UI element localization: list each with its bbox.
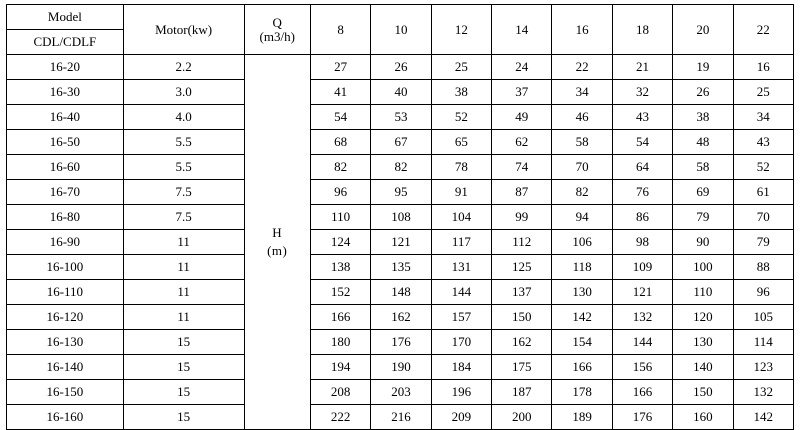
cell-model: 16-20 — [7, 55, 124, 80]
cell-head-value: 58 — [673, 155, 733, 180]
cell-head-value: 82 — [310, 155, 370, 180]
cell-head-value: 88 — [733, 255, 793, 280]
cell-head-value: 41 — [310, 80, 370, 105]
cell-motor: 11 — [123, 305, 244, 330]
table-row — [7, 255, 794, 280]
cell-model: 16-100 — [7, 255, 124, 280]
cell-model: 16-160 — [7, 405, 124, 430]
table-row — [7, 130, 794, 155]
cell-head-value: 105 — [733, 305, 793, 330]
cell-head-value: 184 — [431, 355, 491, 380]
cell-head-value: 32 — [612, 80, 672, 105]
cell-head-value: 104 — [431, 205, 491, 230]
cell-head-value: 21 — [612, 55, 672, 80]
cell-head-value: 117 — [431, 230, 491, 255]
cell-model: 16-80 — [7, 205, 124, 230]
cell-head-value: 216 — [371, 405, 431, 430]
cell-head-value: 99 — [492, 205, 552, 230]
cell-head-value: 121 — [612, 280, 672, 305]
cell-head-value: 144 — [431, 280, 491, 305]
table-row — [7, 155, 794, 180]
cell-head-value: 176 — [371, 330, 431, 355]
cell-head-value: 69 — [673, 180, 733, 205]
cell-head-value: 189 — [552, 405, 612, 430]
cell-head-value: 203 — [371, 380, 431, 405]
header-motor: Motor(kw) — [123, 5, 244, 55]
cell-motor: 11 — [123, 280, 244, 305]
cell-head-value: 91 — [431, 180, 491, 205]
header-flow-q-symbol: Q — [272, 14, 282, 30]
table-row — [7, 180, 794, 205]
cell-head-value: 194 — [310, 355, 370, 380]
cell-head-value: 90 — [673, 230, 733, 255]
cell-motor: 7.5 — [123, 180, 244, 205]
cell-head-value: 114 — [733, 330, 793, 355]
cell-model: 16-50 — [7, 130, 124, 155]
cell-head-value: 96 — [733, 280, 793, 305]
cell-model: 16-90 — [7, 230, 124, 255]
cell-head-value: 79 — [673, 205, 733, 230]
cell-head-value: 170 — [431, 330, 491, 355]
cell-head-value: 34 — [733, 105, 793, 130]
cell-head-value: 110 — [673, 280, 733, 305]
cell-model: 16-140 — [7, 355, 124, 380]
cell-head-value: 94 — [552, 205, 612, 230]
cell-head-value: 150 — [492, 305, 552, 330]
cell-motor: 15 — [123, 380, 244, 405]
cell-head-value: 166 — [552, 355, 612, 380]
table-row — [7, 230, 794, 255]
cell-head-value: 106 — [552, 230, 612, 255]
table-row — [7, 205, 794, 230]
cell-motor: 15 — [123, 405, 244, 430]
cell-head-value: 140 — [673, 355, 733, 380]
cell-head-value: 208 — [310, 380, 370, 405]
cell-head-value: 46 — [552, 105, 612, 130]
cell-head-value: 154 — [552, 330, 612, 355]
cell-head-value: 162 — [371, 305, 431, 330]
table-row — [7, 355, 794, 380]
cell-head-value: 52 — [431, 105, 491, 130]
cell-head-value: 118 — [552, 255, 612, 280]
header-flow-8: 8 — [310, 5, 370, 55]
cell-head-value: 222 — [310, 405, 370, 430]
header-flow-q-unit: (m3/h) — [259, 28, 295, 44]
cell-head-value: 64 — [612, 155, 672, 180]
table-row — [7, 55, 794, 80]
cell-head-value: 108 — [371, 205, 431, 230]
cell-head-value: 131 — [431, 255, 491, 280]
cell-model: 16-150 — [7, 380, 124, 405]
cell-motor: 15 — [123, 355, 244, 380]
table-row — [7, 330, 794, 355]
cell-head-value: 152 — [310, 280, 370, 305]
cell-motor: 5.5 — [123, 155, 244, 180]
header-flow-14: 14 — [492, 5, 552, 55]
cell-head-value: 166 — [612, 380, 672, 405]
cell-head-value: 142 — [552, 305, 612, 330]
cell-head-value: 67 — [371, 130, 431, 155]
cell-model: 16-40 — [7, 105, 124, 130]
cell-head-value: 53 — [371, 105, 431, 130]
cell-motor: 15 — [123, 330, 244, 355]
cell-head-value: 19 — [673, 55, 733, 80]
cell-head-value: 86 — [612, 205, 672, 230]
cell-head-value: 87 — [492, 180, 552, 205]
cell-head-value: 74 — [492, 155, 552, 180]
cell-motor: 2.2 — [123, 55, 244, 80]
cell-head-value: 162 — [492, 330, 552, 355]
cell-head-value: 176 — [612, 405, 672, 430]
cell-head-value: 144 — [612, 330, 672, 355]
cell-head-value: 112 — [492, 230, 552, 255]
cell-model: 16-130 — [7, 330, 124, 355]
cell-head-value: 166 — [310, 305, 370, 330]
cell-head-value: 65 — [431, 130, 491, 155]
cell-head-value: 130 — [673, 330, 733, 355]
cell-head-value: 48 — [673, 130, 733, 155]
table-row — [7, 305, 794, 330]
header-flow-18: 18 — [612, 5, 672, 55]
cell-head-value: 130 — [552, 280, 612, 305]
cell-head-value: 157 — [431, 305, 491, 330]
head-unit: (m) — [267, 243, 288, 258]
cell-head-label — [244, 55, 310, 430]
cell-head-value: 138 — [310, 255, 370, 280]
header-flow-16: 16 — [552, 5, 612, 55]
cell-head-value: 175 — [492, 355, 552, 380]
table-row — [7, 380, 794, 405]
cell-head-value: 52 — [733, 155, 793, 180]
cell-head-value: 109 — [612, 255, 672, 280]
cell-head-value: 16 — [733, 55, 793, 80]
cell-head-value: 34 — [552, 80, 612, 105]
cell-head-value: 70 — [733, 205, 793, 230]
cell-head-value: 76 — [612, 180, 672, 205]
cell-head-value: 132 — [733, 380, 793, 405]
cell-head-value: 190 — [371, 355, 431, 380]
cell-head-value: 120 — [673, 305, 733, 330]
cell-head-value: 180 — [310, 330, 370, 355]
cell-head-value: 100 — [673, 255, 733, 280]
cell-head-value: 209 — [431, 405, 491, 430]
cell-head-value: 54 — [612, 130, 672, 155]
cell-head-value: 137 — [492, 280, 552, 305]
cell-motor: 5.5 — [123, 130, 244, 155]
cell-head-value: 178 — [552, 380, 612, 405]
cell-motor: 3.0 — [123, 80, 244, 105]
table-row — [7, 405, 794, 430]
cell-head-value: 200 — [492, 405, 552, 430]
cell-head-value: 26 — [673, 80, 733, 105]
cell-head-value: 142 — [733, 405, 793, 430]
cell-head-value: 27 — [310, 55, 370, 80]
cell-head-value: 135 — [371, 255, 431, 280]
cell-head-value: 148 — [371, 280, 431, 305]
header-flow-q — [244, 5, 310, 55]
pump-performance-table — [6, 4, 794, 430]
cell-head-value: 43 — [733, 130, 793, 155]
cell-head-value: 62 — [492, 130, 552, 155]
cell-head-value: 123 — [733, 355, 793, 380]
cell-head-value: 61 — [733, 180, 793, 205]
header-flow-20: 20 — [673, 5, 733, 55]
cell-head-value: 156 — [612, 355, 672, 380]
cell-motor: 4.0 — [123, 105, 244, 130]
cell-head-value: 78 — [431, 155, 491, 180]
cell-head-value: 110 — [310, 205, 370, 230]
cell-head-value: 49 — [492, 105, 552, 130]
cell-head-value: 96 — [310, 180, 370, 205]
cell-head-value: 187 — [492, 380, 552, 405]
cell-head-value: 196 — [431, 380, 491, 405]
cell-head-value: 79 — [733, 230, 793, 255]
cell-head-value: 68 — [310, 130, 370, 155]
cell-head-value: 37 — [492, 80, 552, 105]
header-flow-22: 22 — [733, 5, 793, 55]
table-row — [7, 105, 794, 130]
header-flow-10: 10 — [371, 5, 431, 55]
header-flow-12: 12 — [431, 5, 491, 55]
cell-head-value: 132 — [612, 305, 672, 330]
cell-head-value: 54 — [310, 105, 370, 130]
cell-head-value: 82 — [552, 180, 612, 205]
cell-head-value: 24 — [492, 55, 552, 80]
cell-head-value: 82 — [371, 155, 431, 180]
cell-head-value: 98 — [612, 230, 672, 255]
cell-model: 16-60 — [7, 155, 124, 180]
cell-head-value: 124 — [310, 230, 370, 255]
header-model-sub: CDL/CDLF — [7, 30, 124, 55]
cell-head-value: 26 — [371, 55, 431, 80]
cell-head-value: 38 — [673, 105, 733, 130]
cell-head-value: 43 — [612, 105, 672, 130]
cell-head-value: 38 — [431, 80, 491, 105]
cell-head-value: 25 — [733, 80, 793, 105]
cell-head-value: 150 — [673, 380, 733, 405]
table-header-row-1 — [7, 5, 794, 30]
cell-head-value: 58 — [552, 130, 612, 155]
head-symbol: H — [272, 225, 283, 241]
cell-head-value: 95 — [371, 180, 431, 205]
cell-head-value: 125 — [492, 255, 552, 280]
cell-head-value: 121 — [371, 230, 431, 255]
cell-model: 16-120 — [7, 305, 124, 330]
cell-head-value: 22 — [552, 55, 612, 80]
cell-head-value: 25 — [431, 55, 491, 80]
table-row — [7, 280, 794, 305]
cell-model: 16-70 — [7, 180, 124, 205]
cell-motor: 7.5 — [123, 205, 244, 230]
cell-head-value: 160 — [673, 405, 733, 430]
cell-head-value: 70 — [552, 155, 612, 180]
cell-motor: 11 — [123, 230, 244, 255]
table-row — [7, 80, 794, 105]
cell-model: 16-110 — [7, 280, 124, 305]
cell-head-value: 40 — [371, 80, 431, 105]
cell-model: 16-30 — [7, 80, 124, 105]
header-model: Model — [7, 5, 124, 30]
cell-motor: 11 — [123, 255, 244, 280]
